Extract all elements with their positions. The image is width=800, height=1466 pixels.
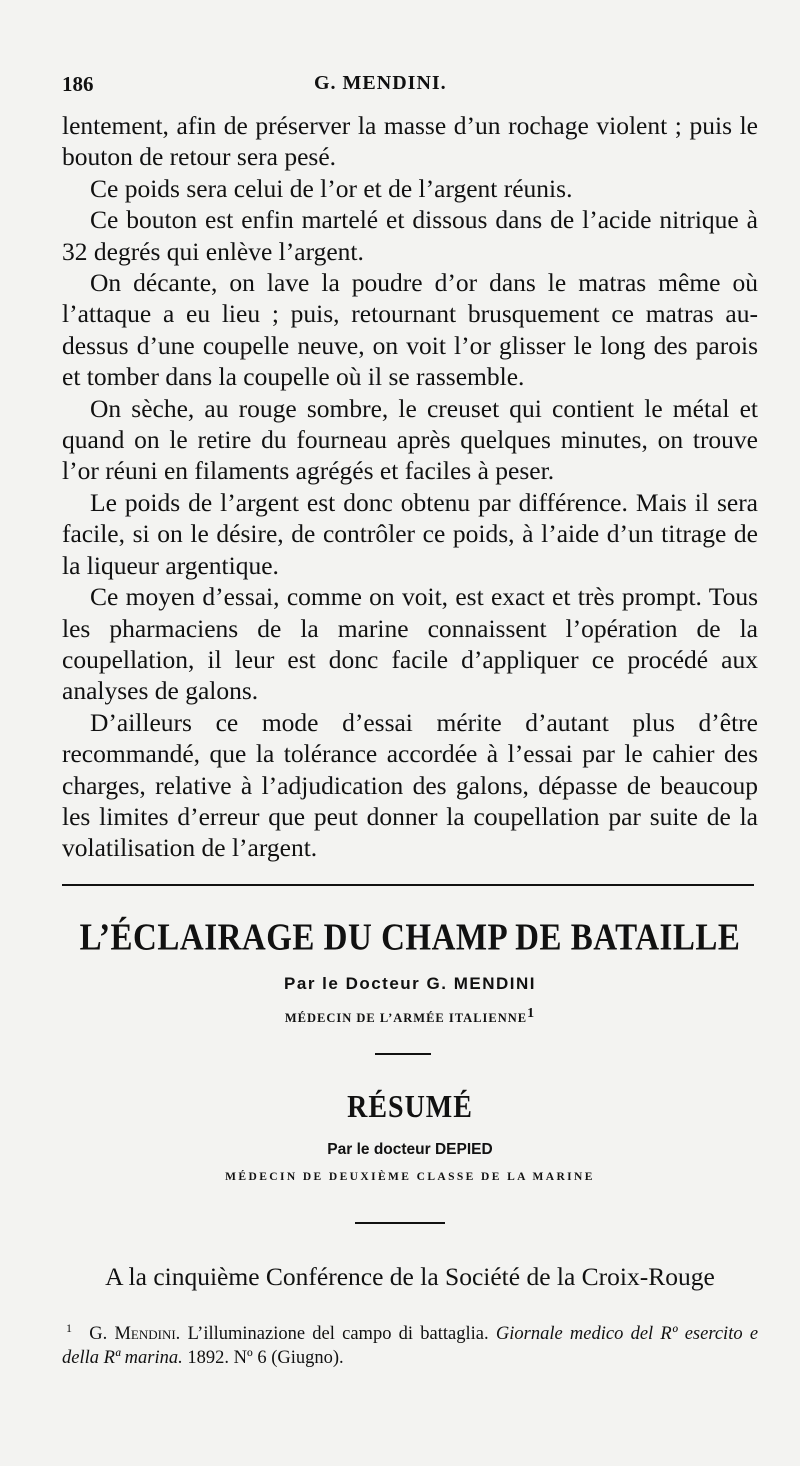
paragraph: Ce poids sera celui de l’or et de l’argent réunis. <box>90 173 573 203</box>
author-line: Par le Docteur G. MENDINI <box>284 974 536 993</box>
paragraph: Ce moyen d’essai, comme on voit, est exact et très prompt. Tous les pharmaciens de la marine connaissent l’opération de la coupellation, il leur est donc facile d’appliquer ce procédé aux analyses de galons. <box>62 582 758 706</box>
footnote-details: 1892. Nº 6 (Giugno). <box>187 1348 344 1369</box>
paragraph: Le poids de l’argent est donc obtenu par différence. Mais il sera facile, si on le désire, de contrôler ce poids, à l’aide d’un titrage de la liqueur argentique. <box>62 487 758 580</box>
page-header <box>62 72 762 106</box>
paragraph: On sèche, au rouge sombre, le creuset qui contient le métal et quand on le retire du fourneau après quelques minutes, on trouve l’or réuni en filaments agrégés et faciles à peser. <box>62 393 758 486</box>
footnote <box>62 1316 758 1370</box>
running-head: G. MENDINI. <box>314 72 447 94</box>
resume-author-role: MÉDECIN DE DEUXIÈME CLASSE DE LA MARINE <box>225 1171 595 1183</box>
footnote-reference: 1 <box>527 1006 536 1021</box>
section-divider <box>62 884 754 886</box>
footnote-mark: 1 <box>66 1321 72 1335</box>
footnote-author: G. Mendini. <box>89 1324 181 1345</box>
article-title: L’ÉCLAIRAGE DU CHAMP DE BATAILLE <box>79 917 741 959</box>
author-role-text: MÉDECIN DE L’ARMÉE ITALIENNE <box>284 1011 528 1026</box>
footnote-journal: Giornale medico del Rº esercito e della Rª marina. <box>62 1324 759 1369</box>
body-text <box>62 110 758 864</box>
author-role <box>62 1006 758 1026</box>
paragraph: lentement, afin de préserver la masse d’un rochage violent ; puis le bouton de retour sera pesé. <box>62 111 758 172</box>
short-divider <box>375 1053 431 1055</box>
paragraph: Ce bouton est enfin martelé et dissous dans de l’acide nitrique à 32 degrés qui enlève l’argent. <box>62 205 758 266</box>
paragraph: D’ailleurs ce mode d’essai mérite d’autant plus d’être recommandé, que la tolérance accordée à l’essai par le cahier des charges, relative à l’adjudication des galons, dépasse de beaucoup les limites d’erreur que peut donner la coupellation par suite de la volatilisation de l’argent. <box>62 707 758 863</box>
resume-title: RÉSUMÉ <box>347 1089 473 1126</box>
short-divider <box>355 1222 445 1224</box>
footnote-title: L’illuminazione del campo di battaglia. <box>187 1324 489 1345</box>
paragraph: On décante, on lave la poudre d’or dans le matras même où l’attaque a eu lieu ; puis, retournant brusquement ce matras au-dessus d’une coupelle neuve, on voit l’or glisser le long des parois et tomber dans la coupelle où il se rassemble. <box>62 268 758 392</box>
resume-author: Par le docteur DEPIED <box>327 1141 493 1158</box>
article-first-line: A la cinquième Conférence de la Société de la Croix-Rouge <box>105 1262 715 1291</box>
page-number: 186 <box>62 72 94 96</box>
